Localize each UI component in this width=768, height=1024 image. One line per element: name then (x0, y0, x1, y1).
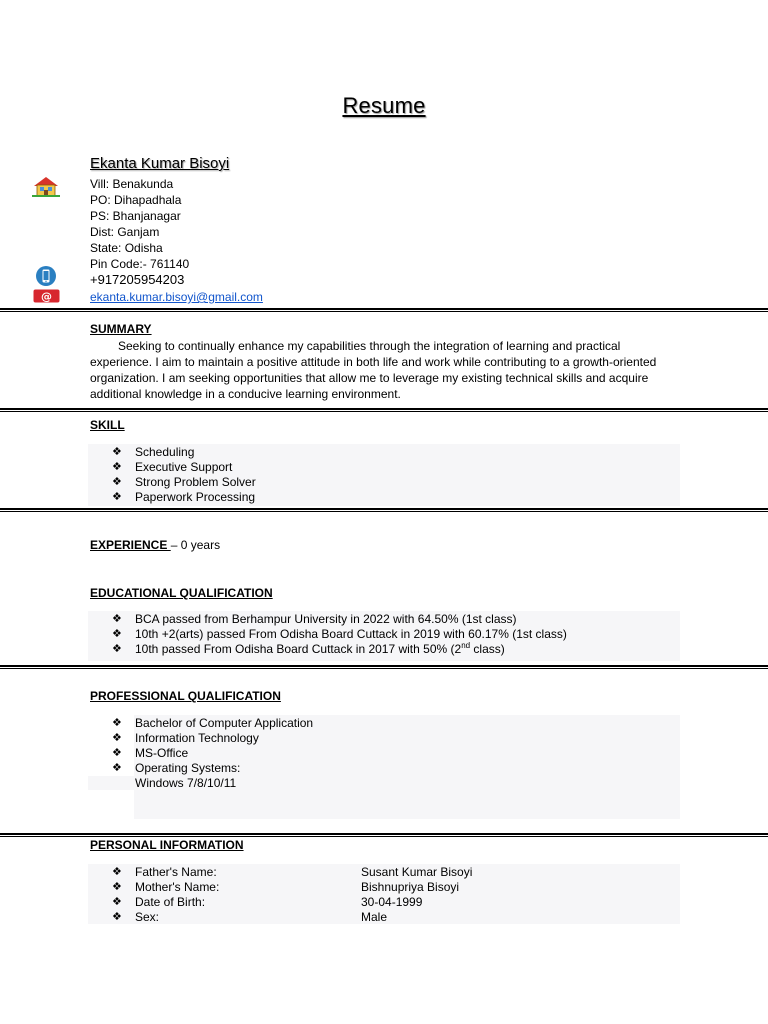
list-item (88, 895, 680, 910)
skill-list (88, 444, 680, 506)
personal-value: Male (361, 910, 388, 924)
os-row-shade (88, 776, 134, 790)
experience-line (90, 538, 220, 552)
bullet-icon: ❖ (112, 896, 122, 908)
page-title: Resume (342, 93, 426, 118)
candidate-name: Ekanta Kumar Bisoyi (90, 155, 230, 172)
education-list (88, 611, 680, 661)
address-line: Pin Code:- 761140 (90, 257, 190, 271)
personal-list (88, 864, 680, 924)
bullet-icon: ❖ (112, 613, 122, 625)
bullet-icon: ❖ (112, 476, 122, 488)
email-link[interactable]: ekanta.kumar.bisoyi@gmail.com (90, 290, 263, 304)
address-line: Dist: Ganjam (90, 225, 160, 239)
address-line: PS: Bhanjanagar (90, 209, 181, 223)
list-item (88, 475, 680, 490)
list-item (88, 716, 680, 731)
professional-list-items (88, 716, 680, 791)
email-icon (33, 289, 60, 303)
professional-item: Information Technology (135, 731, 259, 745)
professional-item: MS-Office (135, 746, 189, 760)
section-divider (0, 508, 768, 510)
phone-number: +917205954203 (90, 272, 185, 287)
phone-icon (35, 265, 57, 287)
bullet-icon: ❖ (112, 866, 122, 878)
education-item: 10th +2(arts) passed From Odisha Board Cuttack in 2019 with 60.17% (1st class) (135, 627, 567, 641)
skill-item: Strong Problem Solver (135, 475, 256, 489)
experience-value: – 0 years (170, 538, 221, 552)
list-item (88, 731, 680, 746)
personal-heading: PERSONAL INFORMATION (90, 838, 244, 852)
list-item (88, 880, 680, 895)
address-line: State: Odisha (90, 241, 163, 255)
skill-item: Scheduling (135, 445, 195, 459)
personal-label: Mother's Name: (135, 880, 220, 894)
education-item-text: 10th passed From Odisha Board Cuttack in 2017 with 50% (2 (135, 642, 462, 656)
education-item (135, 642, 505, 656)
list-item (88, 776, 680, 791)
list-item (88, 460, 680, 475)
os-detail: Windows 7/8/10/11 (135, 776, 237, 790)
section-divider (0, 665, 768, 667)
skill-item: Paperwork Processing (135, 490, 256, 504)
svg-text:@: @ (41, 290, 52, 303)
skill-item: Executive Support (135, 460, 233, 474)
bullet-icon: ❖ (112, 628, 122, 640)
personal-value: Bishnupriya Bisoyi (361, 880, 460, 894)
list-item (88, 612, 680, 627)
summary-text (90, 338, 670, 402)
education-item: BCA passed from Berhampur University in 2022 with 64.50% (1st class) (135, 612, 517, 626)
skill-heading: SKILL (90, 418, 125, 432)
list-item (88, 627, 680, 642)
address-line: Vill: Benakunda (90, 177, 174, 191)
bullet-icon: ❖ (112, 446, 122, 458)
summary-body: Seeking to continually enhance my capabilities through the integration of learning and practical experience. I aim to maintain a positive attitude in both life and work while contributing to a growth-oriented organization. I am seeking opportunities that allow me to leverage my existing technical skills and acquire additional knowledge in a conducive learning environment. (90, 339, 657, 401)
education-item-tail: class) (470, 642, 505, 656)
personal-value: Susant Kumar Bisoyi (361, 865, 473, 879)
list-item (88, 746, 680, 761)
address-line: PO: Dihapadhala (90, 193, 182, 207)
list-item (88, 761, 680, 776)
bullet-icon: ❖ (112, 881, 122, 893)
personal-label: Sex: (135, 910, 160, 924)
personal-label: Father's Name: (135, 865, 217, 879)
section-divider (0, 408, 768, 410)
bullet-icon: ❖ (112, 732, 122, 744)
experience-heading: EXPERIENCE (90, 538, 171, 552)
list-item (88, 490, 680, 505)
list-item (88, 642, 680, 657)
professional-item: Bachelor of Computer Application (135, 716, 314, 730)
professional-heading: PROFESSIONAL QUALIFICATION (90, 689, 281, 703)
section-divider (0, 308, 768, 310)
list-item (88, 910, 680, 925)
personal-label: Date of Birth: (135, 895, 206, 909)
section-divider (0, 833, 768, 835)
list-item (88, 865, 680, 880)
bullet-icon: ❖ (112, 643, 122, 655)
personal-value: 30-04-1999 (361, 895, 423, 909)
ordinal-suffix: nd (461, 641, 471, 650)
bullet-icon: ❖ (112, 491, 122, 503)
summary-heading: SUMMARY (90, 322, 152, 336)
bullet-icon: ❖ (112, 717, 122, 729)
bullet-icon: ❖ (112, 461, 122, 473)
education-heading: EDUCATIONAL QUALIFICATION (90, 586, 273, 600)
house-icon (32, 175, 60, 197)
bullet-icon: ❖ (112, 911, 122, 923)
bullet-icon: ❖ (112, 747, 122, 759)
bullet-icon: ❖ (112, 762, 122, 774)
professional-item: Operating Systems: (135, 761, 241, 775)
list-item (88, 445, 680, 460)
